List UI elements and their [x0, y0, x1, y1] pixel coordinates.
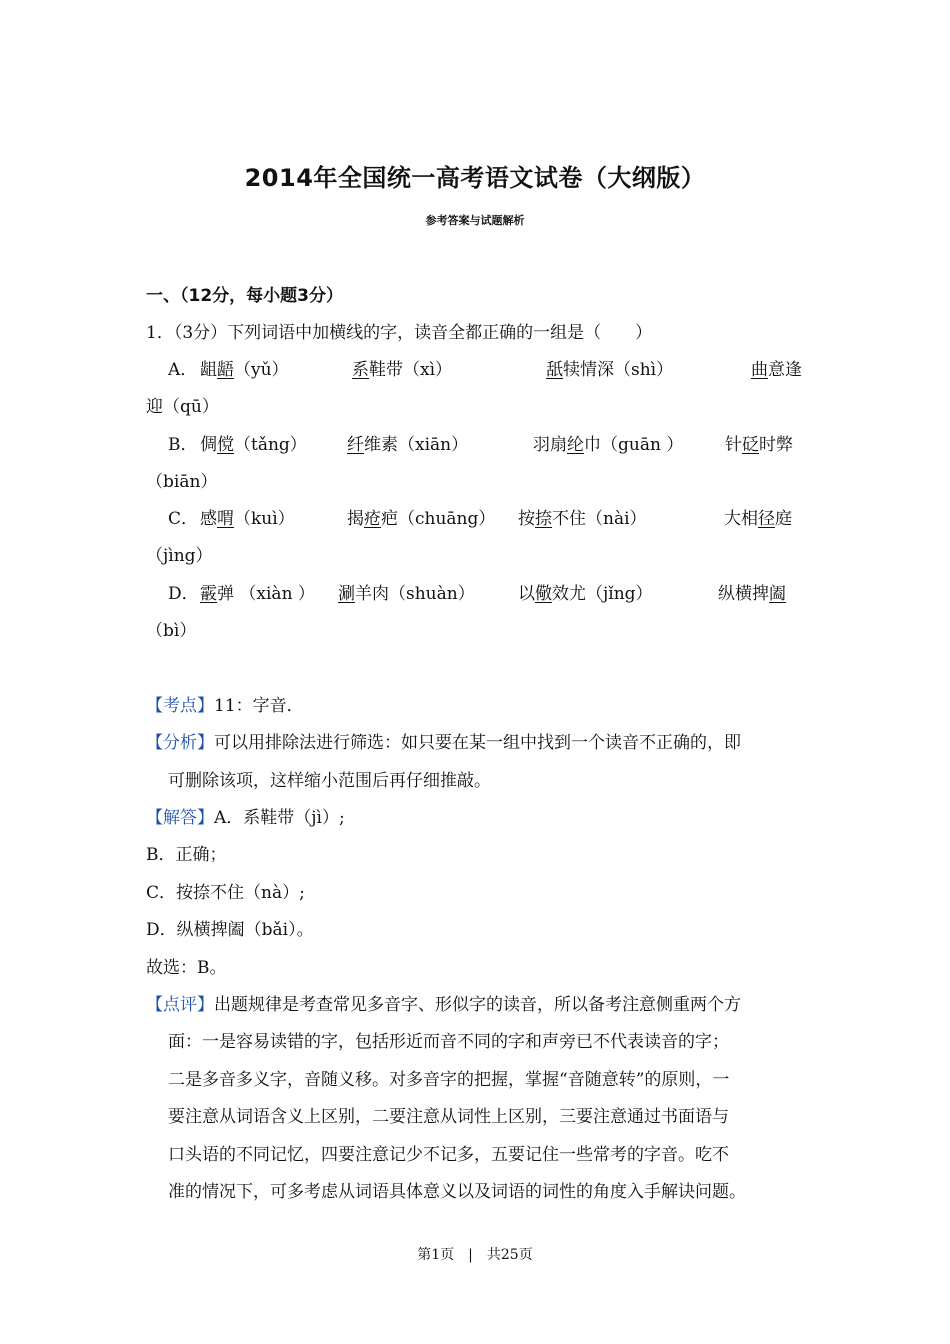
- dianping-line-4: 要注意从词语含义上区别，二要注意从词性上区别，三要注意通过书面语与: [168, 1107, 729, 1127]
- option-a-label: A．: [168, 360, 198, 380]
- option-a-word-4: 曲意逢: [751, 360, 802, 380]
- page-title: 2014年全国统一高考语文试卷（大纲版）: [244, 164, 706, 192]
- dianping-line-6: 准的情况下，可多考虑从词语具体意义以及词语的词性的角度入手解诀问题。: [168, 1182, 746, 1202]
- section-heading: 一、（12分，每小题3分）: [146, 286, 343, 306]
- jieda-line-3: C．按捺不住（nà）;: [146, 883, 305, 903]
- jieda-row: [146, 806, 345, 830]
- option-d-label: D．: [168, 584, 199, 604]
- option-c-word-2: 揭疮疤（chuāng）: [347, 509, 496, 529]
- page-footer: 第1页 | 共25页: [417, 1247, 533, 1263]
- kaodian-tag: 【考点】: [146, 696, 214, 716]
- fenxi-row: [146, 731, 741, 755]
- page-subtitle: 参考答案与试题解析: [425, 214, 525, 227]
- option-c-continuation: （jìng）: [146, 546, 213, 566]
- option-b-word-4: 针砭时弊: [725, 435, 793, 455]
- fenxi-line-2: 可删除该项，这样缩小范围后再仔细推敲。: [168, 771, 491, 791]
- jieda-line-2: B．正确；: [146, 845, 227, 865]
- dianping-tag: 【点评】: [146, 995, 214, 1015]
- option-d-word-1: 霰弹 （xiàn ）: [200, 584, 315, 604]
- option-b-continuation: （biān）: [146, 472, 218, 492]
- dianping-line-2: 面：一是容易读错的字，包括形近而音不同的字和声旁已不代表读音的字；: [168, 1032, 729, 1052]
- kaodian-text: 11：字音．: [214, 696, 304, 716]
- option-b-label: B．: [168, 435, 198, 455]
- option-c-label: C．: [168, 509, 199, 529]
- option-d-word-4: 纵横捭阖: [718, 584, 786, 604]
- option-b-word-3: 羽扇纶巾（guān ）: [533, 435, 684, 455]
- option-c-word-3: 按捺不住（nài）: [518, 509, 647, 529]
- fenxi-tag: 【分析】: [146, 733, 214, 753]
- dianping-line-5: 口头语的不同记忆，四要注意记少不记多，五要记住一些常考的字音。吃不: [168, 1145, 729, 1165]
- jieda-line-5: 故选：B。: [146, 958, 227, 978]
- option-a-word-2: 系鞋带（xì）: [352, 360, 453, 380]
- jieda-line-1: A．系鞋带（jì）;: [214, 808, 345, 828]
- option-b-word-2: 纤维素（xiān）: [347, 435, 469, 455]
- question-stem: 1．（3分）下列词语中加横线的字，读音全都正确的一组是（ ）: [146, 323, 653, 343]
- dianping-row: [146, 993, 741, 1017]
- option-d-continuation: （bì）: [146, 621, 197, 641]
- jieda-line-4: D．纵横捭阖（bǎi）。: [146, 920, 314, 940]
- option-a-word-3: 舐犊情深（shì）: [546, 360, 674, 380]
- jieda-tag: 【解答】: [146, 808, 214, 828]
- fenxi-line-1: 可以用排除法进行筛选：如只要在某一组中找到一个读音不正确的，即: [214, 733, 741, 753]
- dianping-line-3: 二是多音多义字，音随义移。对多音字的把握，掌握“音随意转”的原则，一: [168, 1070, 730, 1090]
- option-c-word-1: 感喟（kuì）: [200, 509, 295, 529]
- option-c-word-4: 大相径庭: [724, 509, 792, 529]
- option-d-word-3: 以儆效尤（jǐng）: [518, 584, 653, 604]
- kaodian-row: [146, 694, 304, 718]
- option-d-word-2: 涮羊肉（shuàn）: [338, 584, 475, 604]
- option-b-word-1: 倜傥（tǎng）: [200, 435, 307, 455]
- option-a-word-1: 龃龉（yǔ）: [200, 360, 289, 380]
- option-a-continuation: 迎（qū）: [146, 397, 219, 417]
- dianping-line-1: 出题规律是考查常见多音字、形似字的读音，所以备考注意侧重两个方: [214, 995, 741, 1015]
